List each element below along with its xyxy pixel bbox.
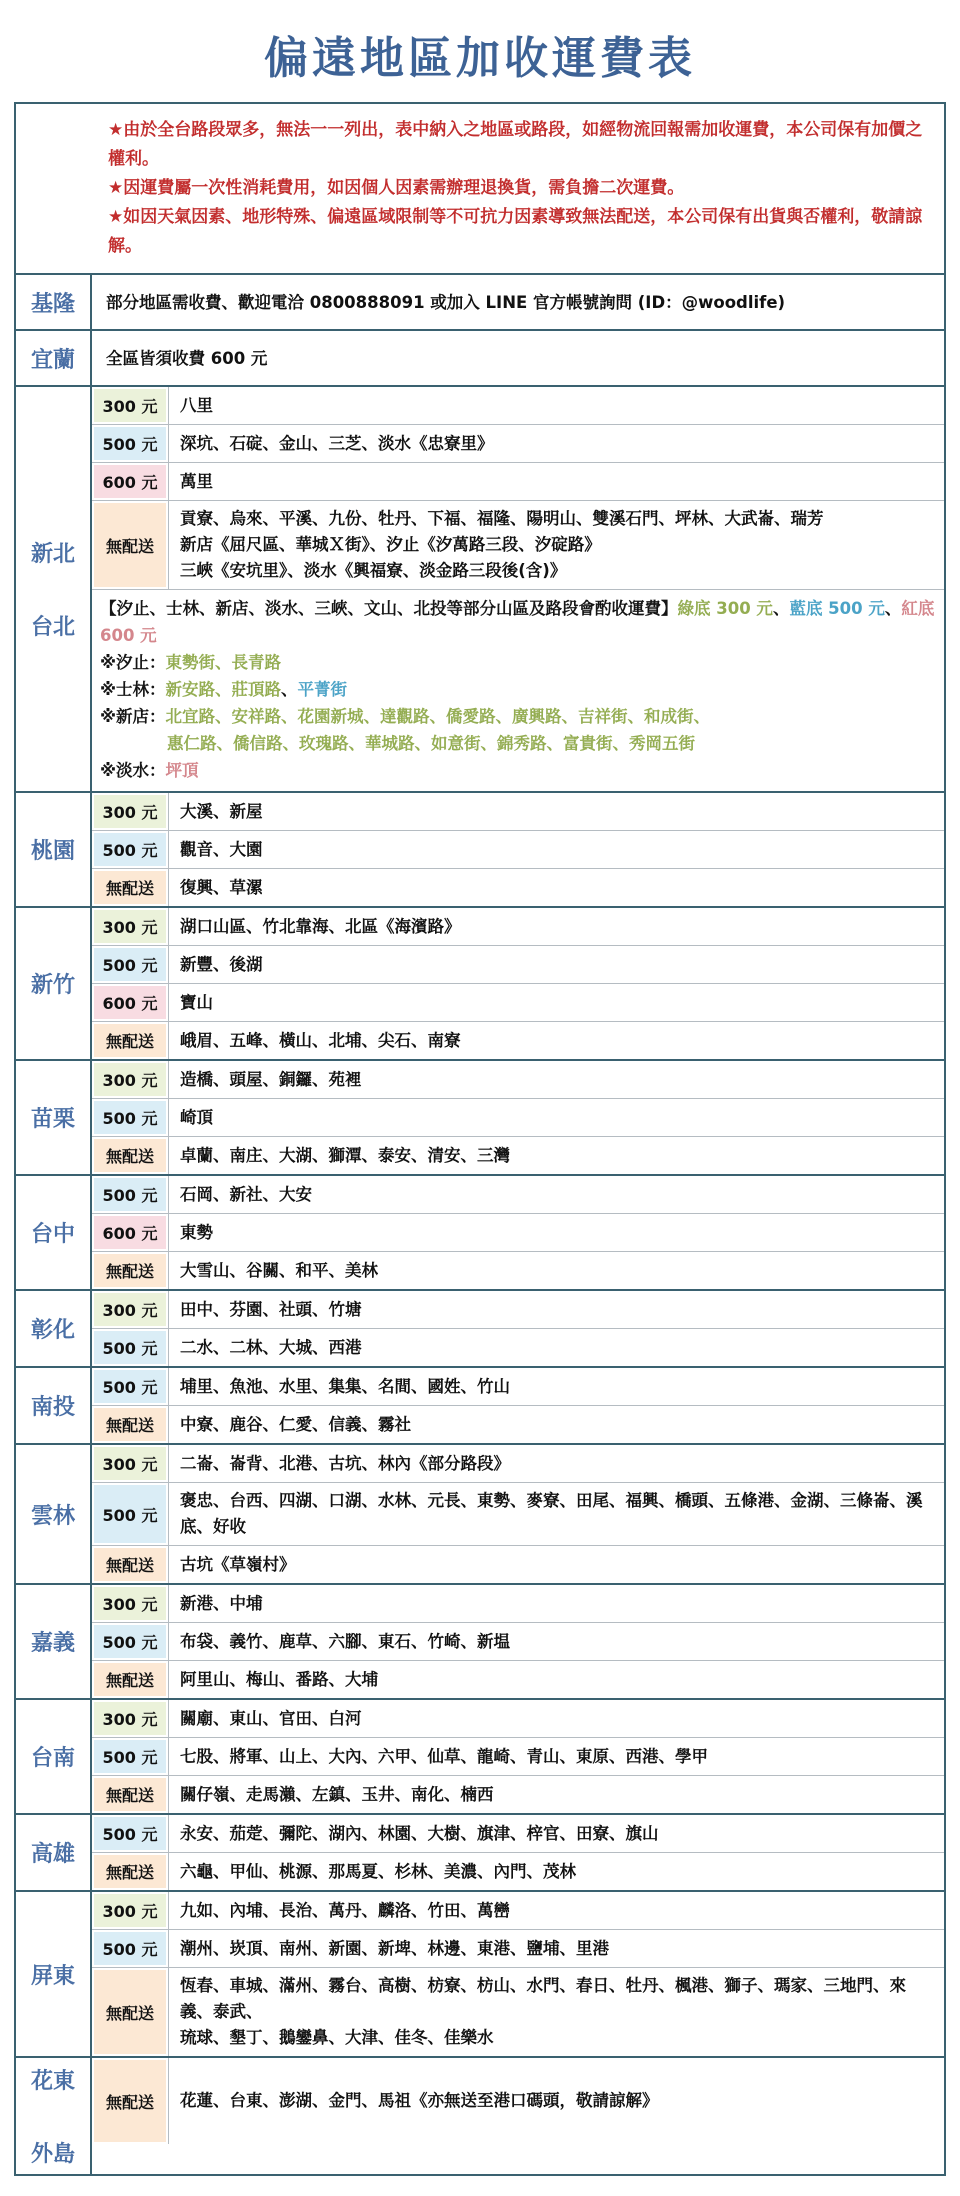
fee-tier-cell [92,1137,169,1174]
fee-tier-cell [92,463,169,500]
page [0,22,960,2176]
fee-tier-label: 500 元 [94,1740,166,1773]
area-list [169,1252,944,1289]
region-name-label: 台中 [30,1222,75,1247]
area-list [169,1176,944,1213]
area-line: 卓蘭、南庄、大湖、獅潭、泰安、清安、三灣 [180,1145,510,1165]
area-line: 田中、芬園、社頭、竹塘 [180,1299,362,1319]
fee-tier-label: 無配送 [94,871,166,904]
area-line: 潮州、崁頂、南州、新園、新埤、林邊、東港、鹽埔、里港 [180,1938,609,1958]
area-list [169,984,944,1021]
region-body [92,2058,944,2174]
area-list [169,869,944,906]
footnote-segment: 藍底 500 元 [789,599,885,618]
fee-tier-label: 300 元 [94,389,166,422]
fee-tier-cell [92,946,169,983]
area-line: 八里 [180,395,213,415]
area-line: 萬里 [180,471,213,491]
region-block [16,1892,944,2058]
fee-row [92,908,944,946]
fee-tier-cell [92,1329,169,1366]
area-line: 寶山 [180,992,213,1012]
footnote-segment: 坪頂 [165,761,199,780]
fee-row [92,1176,944,1214]
area-list [169,1099,944,1136]
fee-tier-label: 500 元 [94,1178,166,1211]
region-body [92,1368,944,1443]
footnote-segment: 惠仁路、僑信路、玫瑰路、華城路、如意街、錦秀路、富貴街、秀岡五街 [167,734,695,753]
region-name [16,908,92,1059]
area-list [169,1214,944,1251]
region-list [16,275,944,2174]
area-line: 新港、中埔 [180,1593,263,1613]
area-list [169,1968,944,2056]
region-name-label: 外島 [30,2142,75,2167]
fee-tier-cell [92,501,169,589]
area-line: 石岡、新社、大安 [180,1184,312,1204]
note-line: ★由於全台路段眾多，無法一一列出，表中納入之地區或路段，如經物流回報需加收運費，本公司保有加價之權利。 [108,120,923,169]
fee-tier-cell [92,1930,169,1967]
area-list [169,1291,944,1328]
area-list [169,1776,944,1813]
fee-tier-cell [92,1776,169,1813]
fee-tier-cell [92,984,169,1021]
area-list [169,1406,944,1443]
region-footnote [92,590,944,791]
fee-tier-cell [92,1968,169,2056]
region-block [16,387,944,793]
fee-row [92,1546,944,1583]
region-block [16,2058,944,2174]
area-line: 貢寮、烏來、平溪、九份、牡丹、下福、福隆、陽明山、雙溪石門、坪林、大武崙、瑞芳 [180,509,824,528]
region-block [16,1176,944,1291]
footnote-line [100,649,936,676]
fee-tier-label: 無配送 [94,1970,166,2054]
region-name-label: 桃園 [30,839,75,864]
notes-section [16,104,944,275]
area-line: 觀音、大園 [180,839,263,859]
area-line: 布袋、義竹、鹿草、六腳、東石、竹崎、新塭 [180,1631,510,1651]
region-name-label: 新北 [30,542,75,567]
area-line: 中寮、鹿谷、仁愛、信義、霧社 [180,1414,411,1434]
region-body [92,908,944,1059]
region-name [16,331,92,385]
region-body [92,793,944,906]
fee-row [92,463,944,501]
region-name-label: 南投 [30,1395,75,1420]
area-line: 古坑《草嶺村》 [180,1554,296,1574]
region-body [92,1445,944,1583]
fee-tier-label: 無配送 [94,1663,166,1696]
fee-tier-label: 300 元 [94,1063,166,1096]
region-name [16,1445,92,1583]
area-line: 關仔嶺、走馬瀨、左鎮、玉井、南化、楠西 [180,1784,494,1804]
fee-row [92,1968,944,2056]
footnote-line [100,757,936,784]
footnote-segment: ※士林： [100,680,166,699]
fee-tier-label: 300 元 [94,1293,166,1326]
fee-tier-label: 無配送 [94,1548,166,1581]
area-list [169,463,944,500]
area-line: 新豐、後湖 [180,954,263,974]
area-line: 深坑、石碇、金山、三芝、淡水《忠寮里》 [180,433,494,453]
area-list [169,1137,944,1174]
area-list [169,1930,944,1967]
footnote-segment: 平菁街 [297,680,348,699]
fee-tier-cell [92,1738,169,1775]
fee-tier-cell [92,1252,169,1289]
fee-row [92,1815,944,1853]
fee-tier-cell [92,1406,169,1443]
region-note-text: 部分地區需收費、歡迎電洽 0800888091 或加入 LINE 官方帳號詢問 (ID：@woodlife) [106,292,786,312]
footnote-segment: ※新店： [100,707,166,726]
area-line: 琉球、墾丁、鵝鑾鼻、大津、佳冬、佳樂水 [180,2028,494,2047]
note-line: ★因運費屬一次性消耗費用，如因個人因素需辦理退換貨，需負擔二次運費。 [108,178,685,198]
fee-tier-label: 300 元 [94,1702,166,1735]
fee-tier-cell [92,1061,169,1098]
fee-tier-label: 600 元 [94,1216,166,1249]
footnote-segment: 新安路、莊頂路 [165,680,282,699]
fee-tier-cell [92,1445,169,1482]
area-list [169,831,944,868]
region-name [16,275,92,329]
region-name [16,1176,92,1289]
fee-row [92,2058,944,2144]
region-name-label: 嘉義 [30,1631,75,1656]
area-list [169,1368,944,1405]
fee-tier-label: 無配送 [94,1139,166,1172]
footnote-segment: 【汐止、士林、新店、淡水、三峽、文山、北投等部分山區及路段會酌收運費】 [100,599,678,618]
fee-row [92,1329,944,1366]
region-name [16,1700,92,1813]
fee-row [92,1623,944,1661]
area-line: 關廟、東山、官田、白河 [180,1708,362,1728]
area-list [169,1892,944,1929]
region-body [92,1176,944,1289]
fee-row [92,1700,944,1738]
region-block [16,1061,944,1176]
fee-tier-label: 無配送 [94,1254,166,1287]
region-name [16,793,92,906]
region-name-label: 苗栗 [30,1107,75,1132]
region-name [16,1368,92,1443]
footnote-segment: 綠底 300 元 [677,599,773,618]
fee-row [92,1585,944,1623]
region-name [16,387,92,791]
fee-tier-cell [92,831,169,868]
region-name-label: 宜蘭 [30,347,75,373]
fee-tier-label: 300 元 [94,1447,166,1480]
footnote-segment: 、 [281,680,298,699]
region-name-label: 花東 [30,2069,75,2094]
region-name [16,1585,92,1698]
fee-tier-label: 無配送 [94,2060,166,2142]
area-list [169,1483,944,1545]
region-name [16,1892,92,2056]
region-name-label: 新竹 [30,973,75,998]
area-line: 三峽《安坑里》、淡水《興福寮、淡金路三段後(含)》 [180,561,567,580]
area-list [169,387,944,424]
region-name-label: 台北 [30,615,75,640]
area-list [169,1853,944,1890]
fee-tier-label: 500 元 [94,427,166,460]
fee-row [92,1368,944,1406]
fee-tier-cell [92,1368,169,1405]
fee-row [92,793,944,831]
area-line: 埔里、魚池、水里、集集、名間、國姓、竹山 [180,1376,510,1396]
area-line: 崎頂 [180,1107,213,1127]
fee-tier-label: 500 元 [94,1932,166,1965]
area-line: 恆春、車城、滿州、霧台、高樹、枋寮、枋山、水門、春日、牡丹、楓港、獅子、瑪家、三地門、來義、泰武、 [180,1976,906,2021]
fee-tier-cell [92,1546,169,1583]
region-block [16,908,944,1061]
fee-tier-cell [92,1700,169,1737]
fee-tier-cell [92,1176,169,1213]
area-list [169,501,944,589]
region-block [16,1585,944,1700]
region-body [92,1700,944,1813]
region-name-label: 基隆 [30,291,75,317]
area-list [169,1700,944,1737]
area-line: 阿里山、梅山、番路、大埔 [180,1669,378,1689]
region-name-label: 屏東 [30,1963,75,1989]
footnote-segment: 、 [772,599,790,618]
footnote-segment: 紅底 600 元 [100,599,935,645]
area-line: 九如、內埔、長治、萬丹、麟洛、竹田、萬巒 [180,1900,510,1920]
fee-row [92,425,944,463]
area-list [169,1445,944,1482]
fee-tier-label: 500 元 [94,1101,166,1134]
area-list [169,1061,944,1098]
fee-row [92,831,944,869]
fee-row [92,1137,944,1174]
area-line: 二崙、崙背、北港、古坑、林內《部分路段》 [180,1453,510,1473]
fee-tier-label: 500 元 [94,833,166,866]
region-body [92,331,944,385]
fee-tier-cell [92,425,169,462]
fee-row [92,1061,944,1099]
fee-row [92,1406,944,1443]
area-line: 造橋、頭屋、銅鑼、苑裡 [180,1069,362,1089]
area-list [169,1546,944,1583]
region-body [92,1585,944,1698]
footnote-segment: 北宜路、安祥路、花園新城、達觀路、僑愛路、廣興路、吉祥街、和成街、 [165,707,711,726]
fee-row [92,1445,944,1483]
area-list [169,1661,944,1698]
region-name-label: 台南 [30,1746,75,1771]
fee-tier-label: 500 元 [94,1331,166,1364]
fee-row [92,1892,944,1930]
fee-row [92,387,944,425]
fee-tier-cell [92,793,169,830]
region-name [16,1061,92,1174]
fee-row [92,1022,944,1059]
area-line: 褒忠、台西、四湖、口湖、水林、元長、東勢、麥寮、田尾、福興、橋頭、五條港、金湖、三條崙、溪底、好收 [180,1491,923,1536]
fee-tier-cell [92,1661,169,1698]
area-list [169,1815,944,1852]
area-line: 七股、將軍、山上、大內、六甲、仙草、龍崎、青山、東原、西港、學甲 [180,1746,708,1766]
region-block [16,331,944,387]
region-block [16,1815,944,1892]
area-line: 新店《屈尺區、華城Ｘ街》、汐止《汐萬路三段、汐碇路》 [180,535,601,554]
area-line: 六龜、甲仙、桃源、那馬夏、杉林、美濃、內門、茂林 [180,1861,576,1881]
region-name-label: 彰化 [30,1318,75,1343]
region-block [16,1368,944,1445]
fee-row [92,869,944,906]
fee-tier-label: 無配送 [94,1778,166,1811]
region-name-label: 高雄 [30,1842,75,1867]
region-block [16,793,944,908]
region-body [92,275,944,329]
area-list [169,1623,944,1660]
region-body [92,1892,944,2056]
fee-tier-label: 無配送 [94,1855,166,1888]
note-line: ★如因天氣因素、地形特殊、偏遠區域限制等不可抗力因素導致無法配送，本公司保有出貨與否權利，敬請諒解。 [108,207,923,256]
region-name [16,1815,92,1890]
fee-row [92,1853,944,1890]
area-line: 花蓮、台東、澎湖、金門、馬祖《亦無送至港口碼頭，敬請諒解》 [180,2091,659,2110]
footnote-line [100,730,936,757]
fee-tier-cell [92,869,169,906]
fee-row [92,1099,944,1137]
region-block [16,1291,944,1368]
fee-tier-cell [92,1623,169,1660]
area-list [169,908,944,945]
fee-tier-label: 500 元 [94,1370,166,1403]
fee-tier-cell [92,2058,169,2144]
fee-tier-cell [92,908,169,945]
area-list [169,946,944,983]
fee-row [92,1661,944,1698]
area-line: 東勢 [180,1222,213,1242]
footnote-segment: ※淡水： [100,761,166,780]
fee-tier-cell [92,1022,169,1059]
fee-tier-label: 300 元 [94,795,166,828]
fee-tier-label: 600 元 [94,986,166,1019]
footnote-line [100,595,936,649]
fee-row [92,1252,944,1289]
fee-tier-label: 500 元 [94,948,166,981]
fee-tier-label: 300 元 [94,1894,166,1927]
area-line: 永安、茄萣、彌陀、湖內、林園、大樹、旗津、梓官、田寮、旗山 [180,1823,659,1843]
region-name-label: 雲林 [30,1503,75,1529]
fee-row [92,1738,944,1776]
fee-tier-label: 600 元 [94,465,166,498]
fee-tier-cell [92,1099,169,1136]
area-line: 峨眉、五峰、橫山、北埔、尖石、南寮 [180,1030,461,1050]
fee-tier-cell [92,1483,169,1545]
region-note-text: 全區皆須收費 600 元 [106,348,268,368]
region-body [92,387,944,791]
fee-tier-label: 500 元 [94,1817,166,1850]
area-list [169,1022,944,1059]
region-body [92,1815,944,1890]
fee-tier-cell [92,387,169,424]
area-line: 復興、草漯 [180,877,263,897]
area-list [169,1738,944,1775]
fee-tier-cell [92,1853,169,1890]
fee-tier-label: 300 元 [94,910,166,943]
area-list [169,793,944,830]
footnote-segment: 、 [884,599,902,618]
area-list [169,2058,944,2144]
fee-tier-cell [92,1214,169,1251]
fee-tier-label: 無配送 [94,1024,166,1057]
fee-row [92,501,944,590]
region-body [92,1291,944,1366]
region-name [16,2058,92,2174]
area-list [169,425,944,462]
fee-tier-cell [92,1585,169,1622]
fee-tier-cell [92,1291,169,1328]
fee-row [92,1930,944,1968]
fee-row [92,1291,944,1329]
fee-tier-label: 500 元 [94,1625,166,1658]
area-line: 大雪山、谷關、和平、美林 [180,1260,378,1280]
footnote-segment: ※汐止： [100,653,166,672]
region-block [16,1445,944,1585]
area-line: 大溪、新屋 [180,801,263,821]
fee-tier-label: 無配送 [94,503,166,587]
fee-tier-label: 300 元 [94,1587,166,1620]
fee-tier-cell [92,1815,169,1852]
page-title: 偏遠地區加收運費表 [264,33,696,84]
fee-row [92,984,944,1022]
fee-tier-cell [92,1892,169,1929]
fee-tier-label: 無配送 [94,1408,166,1441]
region-body [92,1061,944,1174]
fee-row [92,1214,944,1252]
region-block [16,275,944,331]
area-list [169,1585,944,1622]
area-list [169,1329,944,1366]
area-line: 二水、二林、大城、西港 [180,1337,362,1357]
fee-tier-label: 500 元 [94,1485,166,1543]
footnote-line [100,703,936,730]
fee-row [92,1483,944,1546]
region-block [16,1700,944,1815]
region-name [16,1291,92,1366]
fee-row [92,1776,944,1813]
shipping-fee-table [14,102,946,2176]
footnote-segment: 東勢街、長青路 [165,653,282,672]
area-line: 湖口山區、竹北靠海、北區《海濱路》 [180,916,461,936]
footnote-line [100,676,936,703]
fee-row [92,946,944,984]
